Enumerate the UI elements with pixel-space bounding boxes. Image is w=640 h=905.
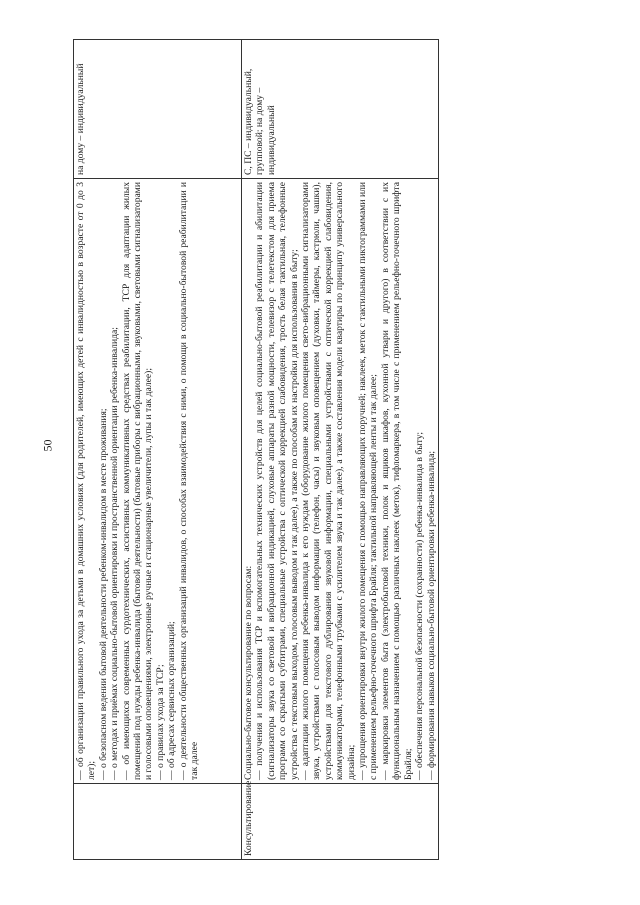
page-number: 50 bbox=[40, 439, 55, 452]
content-line: — маркировки элементов быта (электробытовой техники, полок и ящиков шкафов, кухонной утвари и другого) в соответствии с их функциональным назначением с помощью различных наклеек (меток), тифломаркера, в том числе с применением рельефно-точечного шрифта Брайля; bbox=[379, 182, 414, 780]
service-content-cell bbox=[242, 179, 439, 784]
content-line: — об имеющихся современных сурдотехнических, ассистивных коммуникативных средствах реабилитации, ТСР для адаптации жилых помещений под нужды ребенка-инвалида (бытовой деятельности) (бытовые приборы с вибрационными, звуковыми, световыми сигнализаторами и голосовыми оповещениями, электронные ручные и стационарные увеличители, лупы и так далее); bbox=[120, 182, 155, 780]
content-line: Социально-бытовое консультирование по вопросам: bbox=[243, 565, 254, 780]
content-line: — о правилах ухода за ТСР; bbox=[154, 664, 166, 780]
service-form-cell: С, ПС – индивидуальный, групповой; на дому – индивидуальный bbox=[242, 40, 439, 179]
content-line: — о деятельности общественных организаций инвалидов, о способах взаимодействия с ними, о помощи в социально-бытовой реабилитации и так далее bbox=[177, 182, 201, 780]
table-row bbox=[242, 40, 439, 860]
content-line: — формирования навыков социально-бытовой ориентировки ребенка-инвалида; bbox=[425, 450, 437, 780]
content-line: — получения и использования ТСР и вспомогательных технических устройств для целей социально-бытовой реабилитации и абилитации (сигнализаторы звука со световой и вибрационной индикацией, слуховые аппараты разной мощности, телевизор с телетекстом для приема программ со скрытыми субтитрами, специальные устройства с оптической коррекцией слабовидения, трость белая тактильная, телефонные устройства с текстовым выходом, голосовым выводом и так далее), а также по способам их настройки для использования в быту; bbox=[254, 182, 300, 780]
service-name-cell bbox=[74, 784, 242, 860]
table-row bbox=[74, 40, 242, 860]
services-table bbox=[73, 39, 439, 860]
content-line: — об адресах сервисных организаций; bbox=[166, 621, 178, 780]
content-line: — о безопасном ведении бытовой деятельности ребенком-инвалидом в месте проживания; bbox=[97, 408, 109, 780]
service-form-cell: на дому – индивидуальный bbox=[74, 40, 242, 179]
content-line: — упрощения ориентировки внутри жилого помещения с помощью направляющих поручней; наклеек, меток с тактильными пиктограммами или с применением рельефно-точечного шрифта Брайля; тактильной направляющей ленты и так далее; bbox=[357, 182, 380, 780]
service-content-cell bbox=[74, 179, 242, 784]
content-line: — обеспечения персональной безопасности (сохранности) ребенка-инвалида в быту; bbox=[414, 431, 426, 780]
service-name-cell: Консультирование bbox=[242, 784, 439, 860]
content-line: — о методах и приёмах социально-бытовой ориентировки и пространственной ориентации ребенка-инвалида; bbox=[109, 327, 121, 780]
content-line: — об организации правильного ухода за детьми в домашних условиях (для родителей, имеющих детей с инвалидностью в возрасте от 0 до 3 лет); bbox=[75, 182, 98, 780]
rotated-page-content bbox=[73, 40, 437, 860]
content-line: — адаптации жилого помещения ребенка-инвалида к его нуждам (оборудование жилого помещения свето-вибрационными сигнализаторами звука, устройствами с голосовым выводом информации (телефон, часы) и звуковым оповещением (духовки, таймеры, кастрюли, чашки), устройствами для текстового дублирования звуковой информации, специальными устройствами с оптической коррекцией слабовидения, коммуникаторами, телефонными трубками с усилителем звука и так далее), а также составления модели квартиры по принципу универсального дизайна; bbox=[300, 182, 357, 780]
